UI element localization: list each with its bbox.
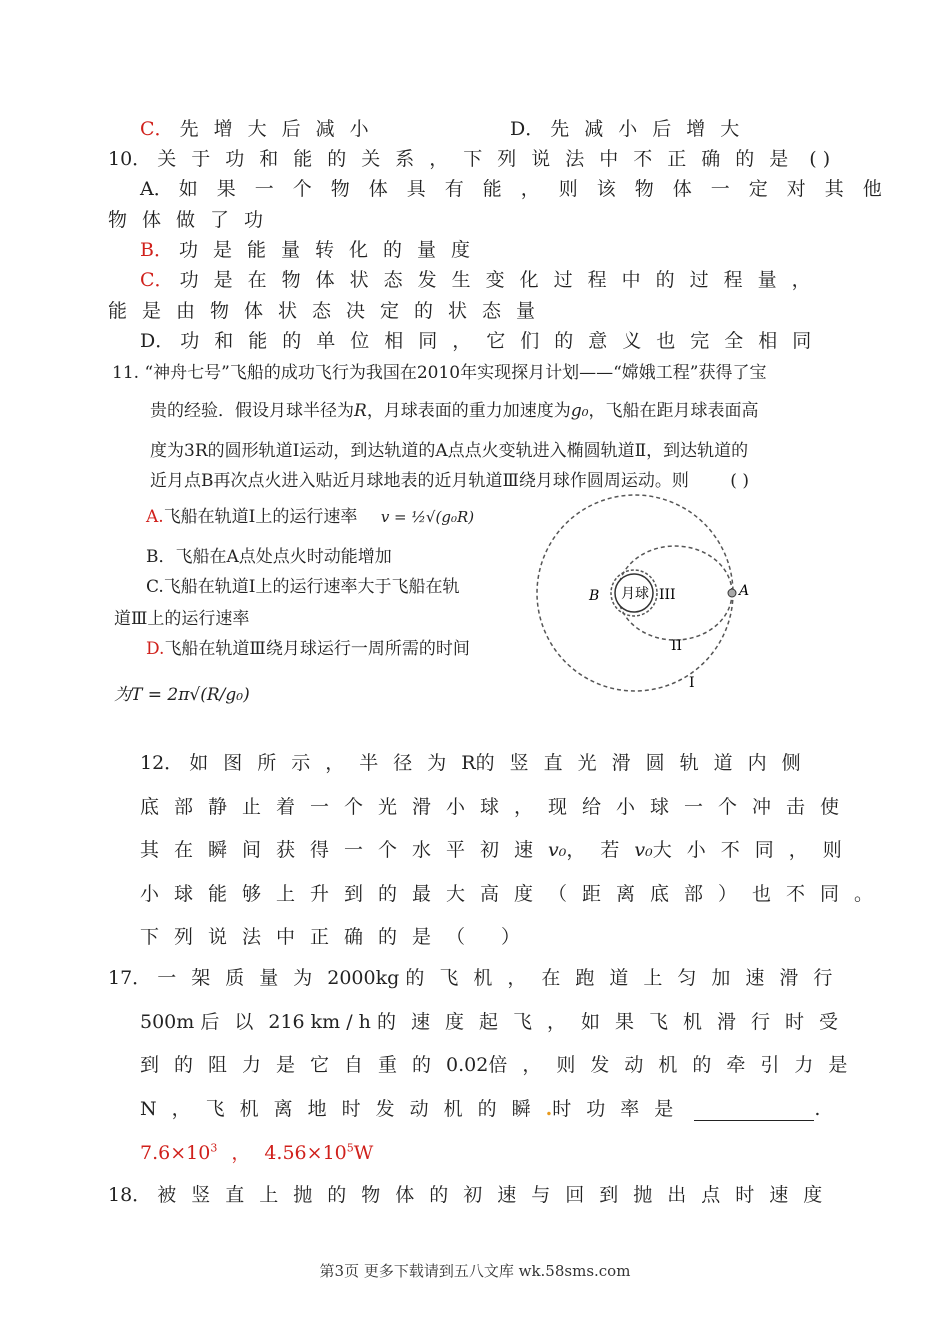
q10-stem: [108, 144, 830, 171]
q11-option-c: C.飞船在轨道Ⅰ上的运行速率大于飞船在轨: [146, 577, 460, 597]
q17-answer-power-unit: W: [353, 1142, 374, 1164]
q10-option-b-text: 功是能量转化的量度: [179, 239, 486, 261]
q10-option-a-label: A．: [140, 178, 173, 200]
q17-answer-blank[interactable]: [694, 1102, 814, 1121]
q17-line-4: [140, 1094, 820, 1121]
moon-label: 月球: [621, 586, 649, 602]
q11-symbol-r: R: [354, 401, 367, 421]
q11-line-1: [112, 358, 766, 383]
q17-answer-force: 7.6×10: [140, 1142, 211, 1164]
q10-option-d-label: D．: [140, 330, 175, 352]
q11-line-4-text: 近月点B再次点火进入贴近月球地表的近月轨道Ⅲ绕月球作圆周运动。则: [150, 471, 689, 491]
point-a-label: A: [739, 583, 750, 599]
q18-line-1: [108, 1180, 837, 1207]
q11-number: 11.: [112, 363, 140, 383]
q17-line-3b: 倍，则发动机的牵引力是: [488, 1054, 863, 1076]
q11-line-2a: 贵的经验．假设月球半径为: [150, 401, 354, 421]
q17-line-1a: 一架质量为: [157, 967, 328, 989]
q10-option-a: [140, 174, 901, 201]
q10-stem-text: 关于功和能的关系，下列说法中不正确的是: [157, 148, 804, 170]
q18-line-1-text: 被竖直上抛的物体的初速与回到抛出点时速度: [157, 1184, 838, 1206]
q12-line-3b: ，若: [566, 839, 635, 861]
q10-paren: ( ): [809, 148, 831, 170]
q17-ratio: 0.02: [446, 1054, 489, 1076]
q9-option-d: [510, 114, 754, 141]
q17-number: 17．: [108, 967, 152, 989]
q11-option-d-cont: 为T = 2π√(R/g₀): [114, 685, 250, 705]
q17-mark-dot: .: [545, 1098, 553, 1120]
q12-line-3c: 大小不同，则: [652, 839, 857, 861]
q11-option-a-text: 飞船在轨道Ⅰ上的运行速率: [163, 507, 358, 527]
q17-line-1: [108, 963, 847, 990]
q12-line-1b: 的竖直光滑圆轨道内侧: [475, 752, 816, 774]
q11-option-d: [146, 634, 470, 659]
point-b-label: B: [589, 588, 600, 604]
q17-line-1b: 的飞机，在跑道上匀加速滑行: [405, 967, 848, 989]
q9-option-d-label: D．: [510, 118, 545, 140]
q18-number: 18．: [108, 1184, 152, 1206]
q12-line-3a: 其在瞬间获得一个水平初速: [140, 839, 549, 861]
q12-symbol-v0: v₀: [548, 839, 567, 861]
q11-line-2: [150, 396, 759, 421]
q17-line-3: [140, 1050, 862, 1077]
q10-option-b-label: B．: [140, 239, 173, 261]
q11-option-b: B．飞船在A点处点火时动能增加: [146, 547, 392, 567]
q11-option-d-label: D.: [146, 639, 165, 659]
q9-option-c-text: 先增大后减小: [179, 118, 384, 140]
orbit-diagram: [525, 490, 770, 700]
q11-paren: ( ): [730, 471, 749, 491]
q17-answer: [140, 1138, 373, 1165]
q11-symbol-g0: g₀: [570, 401, 589, 421]
q10-option-c: [140, 265, 826, 292]
q9-option-c-label: C．: [140, 118, 174, 140]
q17-line-4a: N，飞机离地时发动机的瞬: [140, 1098, 546, 1120]
q12-line-3: [140, 835, 857, 862]
q11-line-4: [150, 466, 749, 491]
q17-mass: 2000kg: [327, 967, 400, 989]
q9-option-d-text: 先减小后增大: [550, 118, 755, 140]
q11-option-a-formula: v = ½√(g₀R): [380, 508, 475, 526]
q12-line-2: 底部静止着一个光滑小球，现给小球一个冲击使: [140, 796, 855, 818]
q11-option-a-label: A.: [146, 507, 164, 527]
page-footer: 第3页 更多下载请到五八文库 wk.58sms.com: [319, 1262, 631, 1280]
q11-line-2b: ，月球表面的重力加速度为: [366, 401, 571, 421]
q17-answer-sep: ，: [231, 1142, 251, 1164]
q11-line-3: 度为3R的圆形轨道Ⅰ运动，到达轨道的A点点火变轨进入椭圆轨道Ⅱ，到达轨道的: [150, 441, 749, 461]
q17-end-period: .: [814, 1098, 821, 1120]
q10-option-d-text: 功和能的单位相同，它们的意义也完全相同: [180, 330, 827, 352]
q17-speed: 216 km / h: [268, 1011, 371, 1033]
q12-line-5: 下列说法中正确的是（ ）: [140, 926, 536, 948]
q12-symbol-v0-2: v₀: [634, 839, 653, 861]
point-a-marker: [728, 589, 736, 597]
q12-line-4: 小球能够上升到的最大高度（距离底部）也不同。: [140, 883, 889, 905]
q12-number: 12．: [140, 752, 184, 774]
q10-option-d: [140, 326, 826, 353]
q17-line-2: [140, 1007, 853, 1034]
orbit-iii-label: III: [659, 587, 676, 603]
q17-line-2b: 的速度起飞，如果飞机滑行时受: [376, 1011, 853, 1033]
q17-answer-force-exp: 3: [210, 1141, 218, 1155]
q12-line-1: [140, 748, 816, 775]
q17-line-2a: 后以: [200, 1011, 269, 1033]
q17-line-3a: 到的阻力是它自重的: [140, 1054, 447, 1076]
q10-option-a-cont: 物体做了功: [108, 209, 279, 231]
q10-number: 10．: [108, 148, 152, 170]
q17-answer-power-exp: 5: [346, 1141, 354, 1155]
q9-option-c: [140, 114, 384, 141]
q11-option-c-cont: 道Ⅲ上的运行速率: [114, 609, 250, 629]
orbit-i-label: I: [689, 675, 695, 691]
q17-line-4b: 时功率是: [552, 1098, 689, 1120]
q10-option-a-text: 如果一个物体具有能，则该物体一定对其他: [178, 178, 901, 200]
orbit-ii-label: II: [671, 638, 683, 654]
q12-symbol-r: R: [461, 752, 476, 774]
q10-option-c-label: C．: [140, 269, 174, 291]
q10-option-b: [140, 235, 485, 262]
q17-answer-power: 4.56×10: [264, 1142, 347, 1164]
q11-line-1-text: “神舟七号”飞船的成功飞行为我国在2010年实现探月计划——“嫦娥工程”获得了宝: [144, 363, 767, 383]
q11-option-a: [146, 502, 474, 527]
q10-option-c-text: 功是在物体状态发生变化过程中的过程量，: [179, 269, 826, 291]
q10-option-c-cont: 能是由物体状态决定的状态量: [108, 300, 551, 322]
q11-line-2c: ，飞船在距月球表面高: [588, 401, 759, 421]
q17-distance: 500m: [140, 1011, 195, 1033]
q11-option-d-text: 飞船在轨道Ⅲ绕月球运行一周所需的时间: [164, 639, 470, 659]
q12-line-1a: 如图所示，半径为: [189, 752, 462, 774]
